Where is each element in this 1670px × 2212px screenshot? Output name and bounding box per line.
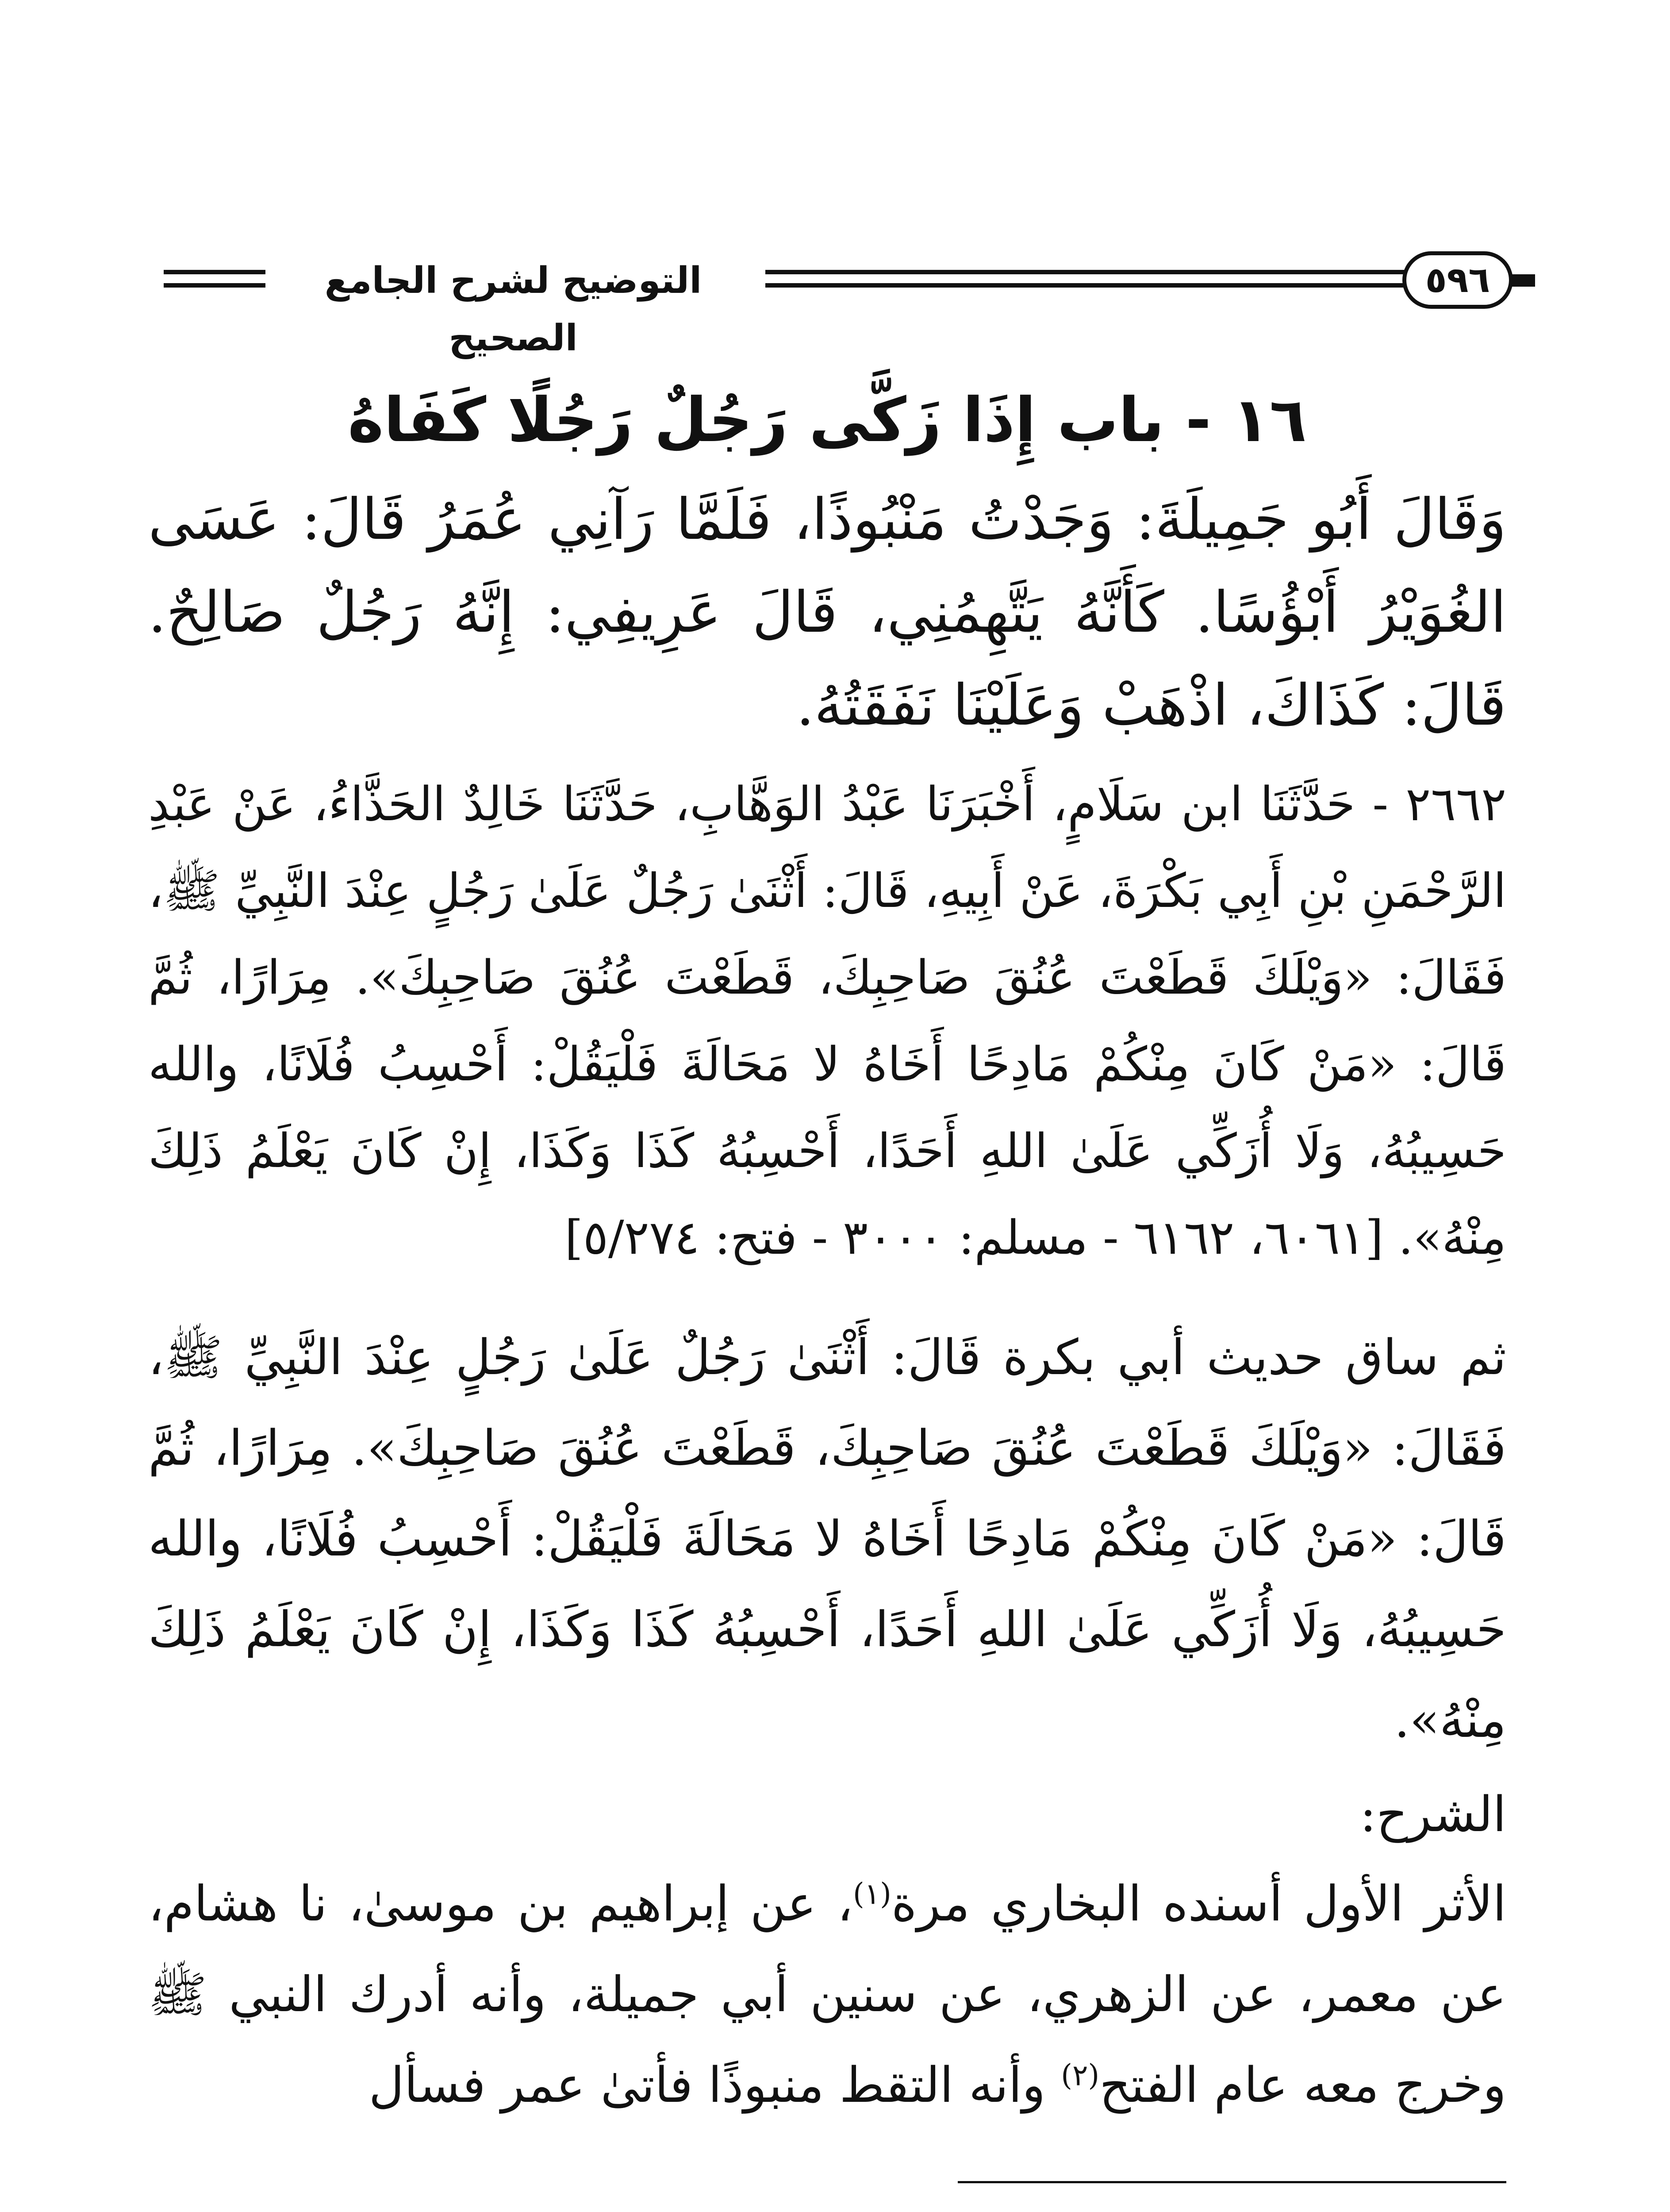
- sharh-heading: الشرح:: [1360, 1786, 1506, 1843]
- sharh-text: ، عن إبراهيم بن موسىٰ، نا هشام، عن معمر، عن الزهري، عن سنين أبي جميلة، وأنه أدرك النبي ﷺ وخرج معه عام الفتح: [148, 1875, 1506, 2113]
- page-number-badge: [1389, 248, 1535, 314]
- sharh-text: الأثر الأول أسنده البخاري مرة: [891, 1875, 1506, 1932]
- running-title: التوضيح لشرح الجامع الصحيح: [270, 252, 756, 310]
- quoted-athar: وَقَالَ أَبُو جَمِيلَةَ: وَجَدْتُ مَنْبُوذًا، فَلَمَّا رَآنِي عُمَرُ قَالَ: عَسَى الغُوَيْرُ أَبْؤُسًا. كَأَنَّهُ يَتَّهِمُنِي، قَالَ عَرِيفِي: إِنَّهُ رَجُلٌ صَالِحٌ. قَالَ: كَذَاكَ، اذْهَبْ وَعَلَيْنَا نَفَقَتُهُ.: [148, 487, 1506, 738]
- page-number: ٥٩٦: [1402, 251, 1513, 309]
- page-header: [164, 248, 1535, 359]
- chapter-title: ١٦ - باب إِذَا زَكَّى رَجُلٌ رَجُلًا كَفَاهُ: [348, 384, 1307, 456]
- header-rule: [765, 270, 1411, 274]
- header-rule: [164, 270, 265, 274]
- footnote-marker[interactable]: (١): [852, 1877, 891, 1911]
- footnote-divider: [958, 2181, 1506, 2183]
- commentary-intro: ثم ساق حديث أبي بكرة قَالَ: أَثْنَىٰ رَجُلٌ عَلَىٰ رَجُلٍ عِنْدَ النَّبِيِّ ﷺ، فَقَالَ: «وَيْلَكَ قَطَعْتَ عُنُقَ صَاحِبِكَ، قَطَعْتَ عُنُقَ صَاحِبِكَ». مِرَارًا، ثُمَّ قَالَ: «مَنْ كَانَ مِنْكُمْ مَادِحًا أَخَاهُ لا مَحَالَةَ فَلْيَقُلْ: أَحْسِبُ فُلَانًا، والله حَسِيبُهُ، وَلَا أُزَكِّي عَلَىٰ اللهِ أَحَدًا، أَحْسِبُهُ كَذَا وَكَذَا، إِنْ كَانَ يَعْلَمُ ذَلِكَ مِنْهُ».: [148, 1329, 1506, 1748]
- page-content: [148, 376, 1506, 2135]
- sharh-paragraph: [148, 1859, 1506, 2131]
- header-rule: [164, 283, 265, 288]
- footnote-marker[interactable]: (٢): [1061, 2058, 1100, 2093]
- sharh-text: وأنه التقط منبوذًا فأتىٰ عمر فسأل: [369, 2057, 1061, 2113]
- hadith-text: ٢٦٦٢ - حَدَّثَنَا ابن سَلَامٍ، أَخْبَرَنَا عَبْدُ الوَهَّابِ، حَدَّثَنَا خَالِدٌ الحَذَّاءُ، عَنْ عَبْدِ الرَّحْمَنِ بْنِ أَبِي بَكْرَةَ، عَنْ أَبِيهِ، قَالَ: أَثْنَىٰ رَجُلٌ عَلَىٰ رَجُلٍ عِنْدَ النَّبِيِّ ﷺ، فَقَالَ: «وَيْلَكَ قَطَعْتَ عُنُقَ صَاحِبِكَ، قَطَعْتَ عُنُقَ صَاحِبِكَ». مِرَارًا، ثُمَّ قَالَ: «مَنْ كَانَ مِنْكُمْ مَادِحًا أَخَاهُ لا مَحَالَةَ فَلْيَقُلْ: أَحْسِبُ فُلَانًا، والله حَسِيبُهُ، وَلَا أُزَكِّي عَلَىٰ اللهِ أَحَدًا، أَحْسِبُهُ كَذَا وَكَذَا، إِنْ كَانَ يَعْلَمُ ذَلِكَ مِنْهُ». [٦٠٦١، ٦١٦٢ - مسلم: ٣٠٠٠ - فتح: ٥/٢٧٤]: [148, 777, 1506, 1265]
- header-rule: [765, 283, 1411, 288]
